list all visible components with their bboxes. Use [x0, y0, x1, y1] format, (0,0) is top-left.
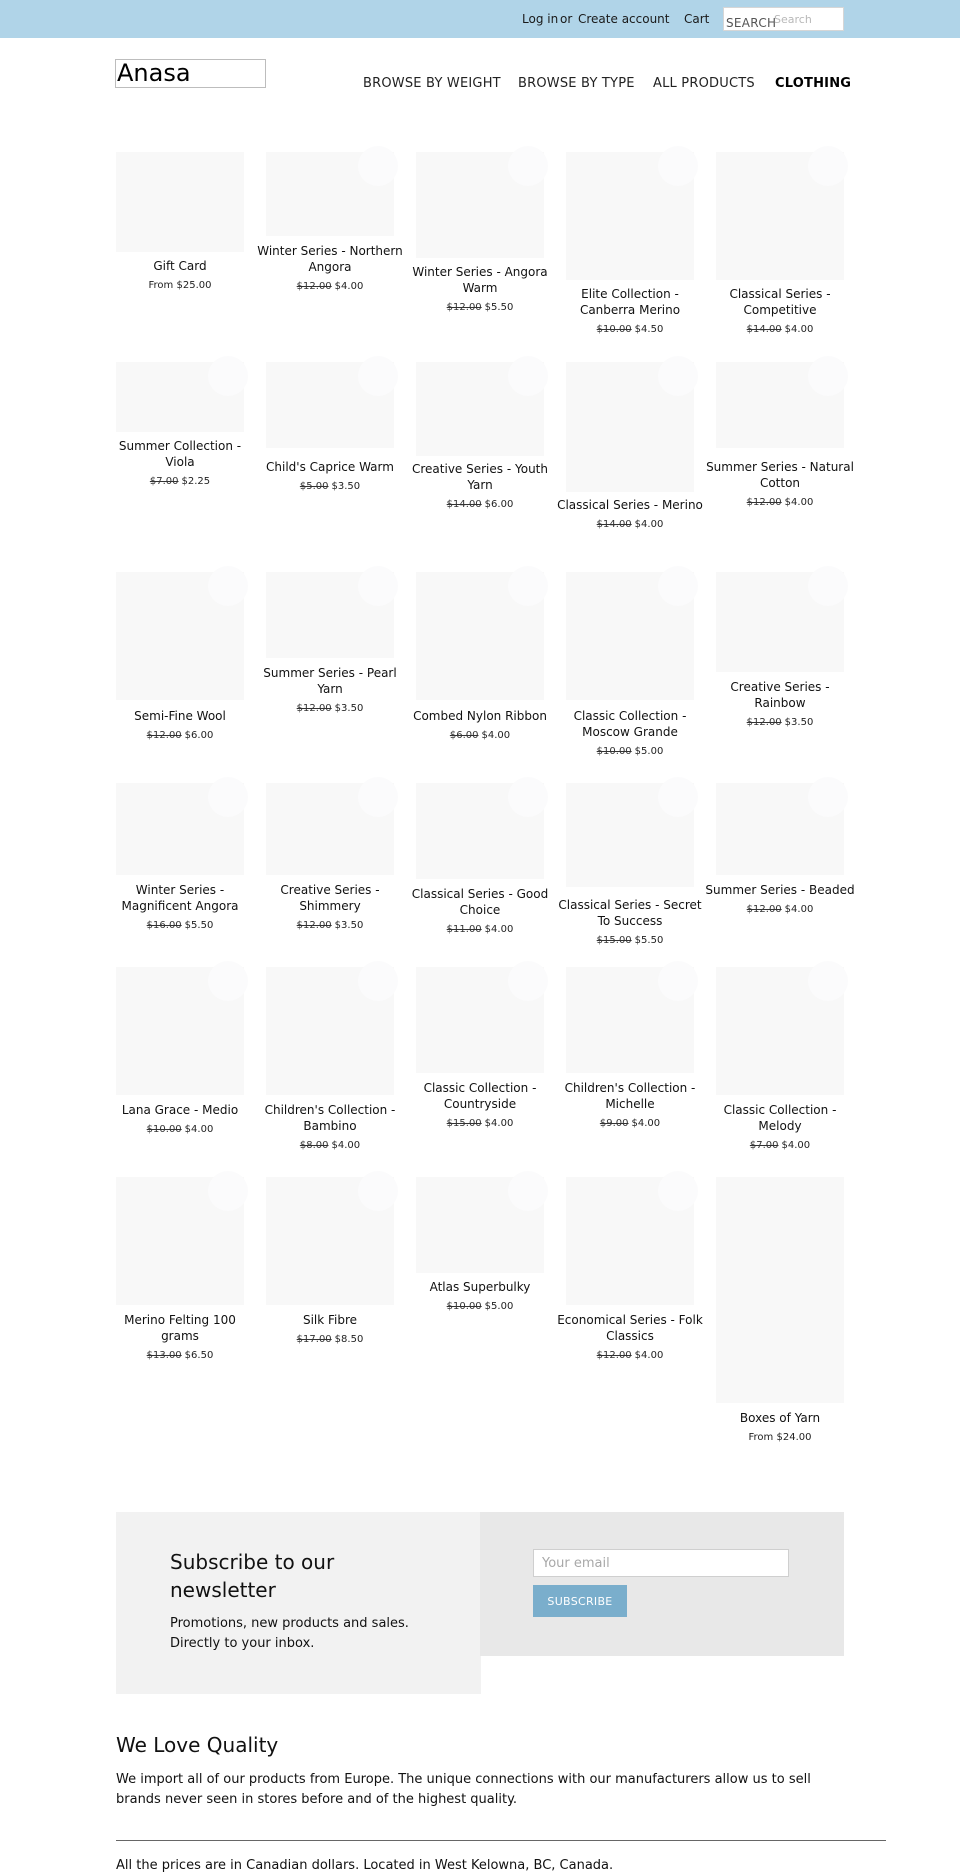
product-title[interactable]: Silk Fibre: [302, 1313, 358, 1327]
current-price: $3.50: [334, 703, 364, 714]
sale-badge: [358, 146, 398, 186]
product-meta: [704, 882, 856, 917]
top-bar: [0, 0, 960, 38]
product-image[interactable]: [716, 1177, 844, 1403]
original-price: $10.00: [446, 1301, 482, 1312]
current-price: $4.00: [784, 904, 814, 915]
product-price: [704, 716, 856, 730]
product-meta: [704, 459, 856, 510]
product-price: [104, 279, 256, 293]
product-price: [704, 903, 856, 917]
current-price: $5.00: [634, 746, 664, 757]
product-title[interactable]: Lana Grace - Medio: [121, 1103, 239, 1117]
sale-badge: [658, 961, 698, 1001]
product-price: [404, 1117, 556, 1131]
product-title[interactable]: Summer Series - Beaded: [705, 883, 855, 897]
newsletter-title: Subscribe to our newsletter: [170, 1550, 335, 1602]
original-price: $6.00: [449, 730, 479, 741]
product-meta: [104, 438, 256, 489]
current-price: $5.00: [484, 1301, 514, 1312]
current-price: $3.50: [331, 481, 361, 492]
sale-badge: [658, 1171, 698, 1211]
original-price: $14.00: [446, 499, 482, 510]
about-text: We import all of our products from Europe. The unique connections with our manufacturers allow us to sell brands never seen in stores before and of the highest quality.: [116, 1772, 811, 1807]
original-price: $7.00: [149, 476, 179, 487]
original-price: $12.00: [296, 703, 332, 714]
product-meta: [104, 1312, 256, 1363]
current-price: $4.00: [184, 1124, 214, 1135]
product-price: [404, 301, 556, 315]
price-prefix: From: [148, 280, 174, 291]
current-price: $2.25: [181, 476, 211, 487]
sale-badge: [508, 1171, 548, 1211]
product-title[interactable]: Classical Series - Secret To Success: [558, 898, 702, 928]
current-price: $6.00: [484, 499, 514, 510]
product-title[interactable]: Classical Series - Merino: [557, 498, 703, 512]
product-title[interactable]: Creative Series - Youth Yarn: [412, 462, 548, 492]
product-title[interactable]: Classic Collection - Countryside: [423, 1081, 537, 1111]
current-price: $4.00: [634, 519, 664, 530]
product-price: [404, 1300, 556, 1314]
sale-badge: [208, 356, 248, 396]
product-image[interactable]: [116, 152, 244, 252]
current-price: $4.00: [481, 730, 511, 741]
product-title[interactable]: Classical Series - Competitive: [729, 287, 831, 317]
product-title[interactable]: Summer Series - Natural Cotton: [706, 460, 854, 490]
current-price: $4.00: [781, 1140, 811, 1151]
product-price: [704, 1139, 856, 1153]
product-price: [554, 518, 706, 532]
sale-badge: [658, 356, 698, 396]
product-title[interactable]: Combed Nylon Ribbon: [413, 709, 547, 723]
product-price: [254, 1139, 406, 1153]
product-meta: [404, 886, 556, 937]
product-meta: [554, 897, 706, 948]
product-meta: [104, 1102, 256, 1137]
original-price: $5.00: [299, 481, 329, 492]
original-price: $15.00: [446, 1118, 482, 1129]
original-price: $14.00: [746, 324, 782, 335]
product-title[interactable]: Classic Collection - Moscow Grande: [573, 709, 687, 739]
product-meta: [704, 679, 856, 730]
or-separator: or: [560, 12, 573, 26]
nav-browse-by-type[interactable]: BROWSE BY TYPE: [518, 76, 635, 91]
product-title[interactable]: Classical Series - Good Choice: [411, 887, 549, 917]
original-price: $12.00: [296, 920, 332, 931]
product-meta: [554, 1312, 706, 1363]
product-meta: [704, 286, 856, 337]
product-meta: [704, 1410, 856, 1445]
product-title[interactable]: Boxes of Yarn: [739, 1411, 821, 1425]
product-meta: [554, 286, 706, 337]
current-price: $4.00: [631, 1118, 661, 1129]
sale-badge: [508, 146, 548, 186]
sale-badge: [358, 1171, 398, 1211]
product-price: [554, 1349, 706, 1363]
product-meta: [254, 1102, 406, 1153]
product-price: [554, 745, 706, 759]
product-meta: [104, 258, 256, 293]
product-title[interactable]: Children's Collection - Bambino: [264, 1103, 396, 1133]
product-price: [254, 702, 406, 716]
product-title[interactable]: Winter Series - Magnificent Angora: [121, 883, 239, 913]
sale-badge: [508, 961, 548, 1001]
product-meta: [404, 1080, 556, 1131]
sale-badge: [808, 146, 848, 186]
product-price: [104, 919, 256, 933]
original-price: $9.00: [599, 1118, 629, 1129]
current-price: $4.50: [634, 324, 664, 335]
sale-badge: [808, 566, 848, 606]
price-prefix: From: [748, 1432, 774, 1443]
product-price: [404, 498, 556, 512]
sale-badge: [208, 1171, 248, 1211]
original-price: $10.00: [596, 746, 632, 757]
original-price: $12.00: [746, 497, 782, 508]
original-price: $12.00: [296, 281, 332, 292]
sale-badge: [508, 356, 548, 396]
newsletter-form-panel: [480, 1512, 844, 1656]
product-price: [554, 323, 706, 337]
email-field[interactable]: [533, 1549, 789, 1577]
original-price: $12.00: [446, 302, 482, 313]
product-title[interactable]: Creative Series - Rainbow: [730, 680, 830, 710]
product-price: [104, 1349, 256, 1363]
current-price: $4.00: [484, 924, 514, 935]
sale-badge: [358, 961, 398, 1001]
original-price: $17.00: [296, 1334, 332, 1345]
original-price: $10.00: [596, 324, 632, 335]
product-price: [254, 1333, 406, 1347]
sale-badge: [208, 566, 248, 606]
nav-all-products[interactable]: ALL PRODUCTS: [653, 76, 755, 91]
original-price: $12.00: [746, 904, 782, 915]
current-price: $4.00: [784, 324, 814, 335]
current-price: $4.00: [331, 1140, 361, 1151]
product-meta: [254, 459, 406, 494]
product-meta: [704, 1102, 856, 1153]
sale-badge: [208, 777, 248, 817]
sale-badge: [658, 146, 698, 186]
newsletter-text: Promotions, new products and sales. Directly to your inbox.: [170, 1616, 409, 1651]
product-title[interactable]: Gift Card: [153, 259, 207, 273]
product-title[interactable]: Winter Series - Angora Warm: [412, 265, 548, 295]
product-title[interactable]: Semi-Fine Wool: [134, 709, 226, 723]
product-price: [254, 280, 406, 294]
original-price: $12.00: [146, 730, 182, 741]
product-title[interactable]: Summer Series - Pearl Yarn: [263, 666, 397, 696]
sale-badge: [808, 777, 848, 817]
original-price: $12.00: [746, 717, 782, 728]
product-price: [104, 475, 256, 489]
current-price: $6.50: [184, 1350, 214, 1361]
cart-link[interactable]: Cart: [684, 12, 710, 26]
product-price: [554, 1117, 706, 1131]
sale-badge: [808, 356, 848, 396]
sale-badge: [208, 961, 248, 1001]
product-price: [254, 480, 406, 494]
current-price: $5.50: [484, 302, 514, 313]
product-title[interactable]: Children's Collection - Michelle: [564, 1081, 696, 1111]
product-price: [704, 323, 856, 337]
current-price: $4.00: [334, 281, 364, 292]
product-title[interactable]: Winter Series - Northern Angora: [257, 244, 403, 274]
product-title[interactable]: Elite Collection - Canberra Merino: [579, 287, 681, 317]
current-price: $8.50: [334, 1334, 364, 1345]
current-price: $4.00: [784, 497, 814, 508]
original-price: $10.00: [146, 1124, 182, 1135]
product-meta: [554, 497, 706, 532]
product-meta: [404, 461, 556, 512]
current-price: $6.00: [184, 730, 214, 741]
product-meta: [104, 882, 256, 933]
product-price: [704, 1431, 856, 1445]
original-price: $14.00: [596, 519, 632, 530]
product-meta: [104, 708, 256, 743]
product-meta: [404, 264, 556, 315]
product-price: [104, 729, 256, 743]
login-link[interactable]: Log in: [522, 12, 559, 26]
current-price: $25.00: [176, 280, 212, 291]
product-title[interactable]: Creative Series - Shimmery: [280, 883, 380, 913]
original-price: $11.00: [446, 924, 482, 935]
product-meta: [404, 1279, 556, 1314]
product-meta: [254, 243, 406, 294]
product-title[interactable]: Classic Collection - Melody: [723, 1103, 837, 1133]
search-label: SEARCH: [726, 16, 777, 30]
sale-badge: [658, 566, 698, 606]
original-price: $16.00: [146, 920, 182, 931]
product-title[interactable]: Atlas Superbulky: [429, 1280, 531, 1294]
sale-badge: [358, 566, 398, 606]
search-input[interactable]: [774, 11, 842, 27]
current-price: $3.50: [784, 717, 814, 728]
product-meta: [554, 1080, 706, 1131]
sale-badge: [808, 961, 848, 1001]
sale-badge: [358, 356, 398, 396]
current-price: $5.50: [634, 935, 664, 946]
product-price: [404, 729, 556, 743]
product-title[interactable]: Child's Caprice Warm: [266, 460, 394, 474]
sale-badge: [358, 777, 398, 817]
current-price: $5.50: [184, 920, 214, 931]
product-meta: [254, 665, 406, 716]
footer-divider: [116, 1840, 886, 1841]
original-price: $7.00: [749, 1140, 779, 1151]
current-price: $4.00: [484, 1118, 514, 1129]
original-price: $12.00: [596, 1350, 632, 1361]
product-meta: [254, 882, 406, 933]
sale-badge: [508, 566, 548, 606]
nav-browse-by-weight[interactable]: BROWSE BY WEIGHT: [363, 76, 501, 91]
current-price: $3.50: [334, 920, 364, 931]
product-price: [554, 934, 706, 948]
create-account-link[interactable]: Create account: [578, 12, 670, 26]
about-title: We Love Quality: [116, 1733, 279, 1757]
sale-badge: [508, 777, 548, 817]
product-price: [704, 496, 856, 510]
subscribe-button[interactable]: SUBSCRIBE: [533, 1585, 627, 1617]
sale-badge: [658, 777, 698, 817]
product-meta: [554, 708, 706, 759]
product-title[interactable]: Summer Collection - Viola: [118, 439, 242, 469]
product-meta: [404, 708, 556, 743]
current-price: $24.00: [776, 1432, 812, 1443]
original-price: $13.00: [146, 1350, 182, 1361]
original-price: $8.00: [299, 1140, 329, 1151]
product-price: [404, 923, 556, 937]
site-logo[interactable]: Anasa: [115, 59, 266, 88]
search-box: [723, 7, 844, 31]
product-title[interactable]: Economical Series - Folk Classics: [557, 1313, 703, 1343]
original-price: $15.00: [596, 935, 632, 946]
product-price: [254, 919, 406, 933]
product-price: [104, 1123, 256, 1137]
product-meta: [254, 1312, 406, 1347]
product-title[interactable]: Merino Felting 100 grams: [124, 1313, 236, 1343]
nav-clothing[interactable]: CLOTHING: [775, 76, 852, 91]
footer-note: All the prices are in Canadian dollars. Located in West Kelowna, BC, Canada.: [116, 1858, 614, 1873]
current-price: $4.00: [634, 1350, 664, 1361]
